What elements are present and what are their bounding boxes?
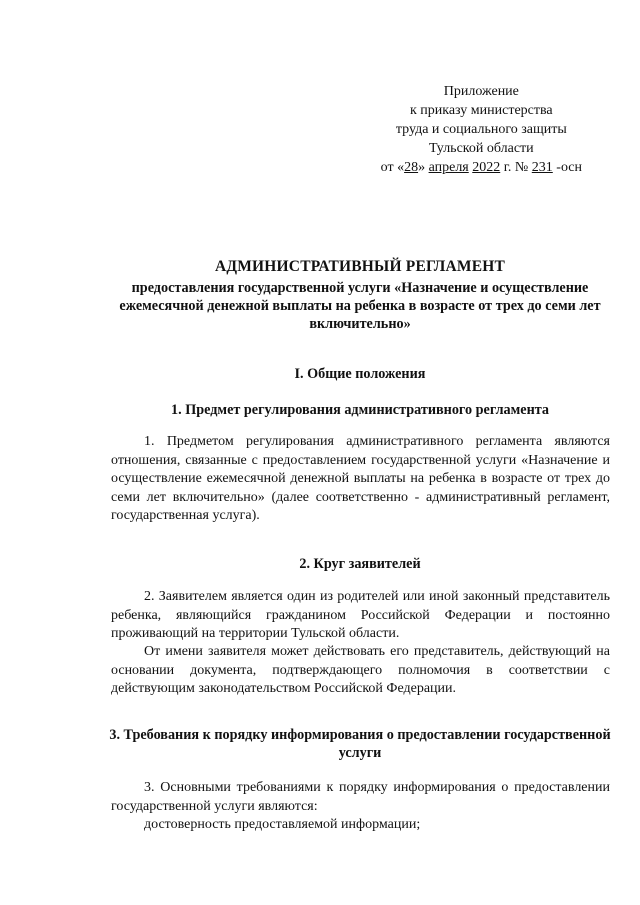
appendix-region: Тульской области (428, 141, 534, 156)
appendix-ministry: труда и социального защиты (395, 122, 567, 137)
paragraph-2: 2. Заявителем является один из родителей или иной законный представитель ребенка, являющийся гражданином Российской Федерации и постоянно проживающий на территории Тульской области. (111, 589, 610, 641)
document-title: АДМИНИСТРАТИВНЫЙ РЕГЛАМЕНТ (214, 258, 506, 275)
order-number: 231 (531, 160, 553, 175)
order-day: 28 (404, 160, 419, 175)
appendix-label: Приложение (443, 84, 519, 99)
heading-section-1: 1. Предмет регулирования административного регламента (171, 402, 549, 418)
order-prefix: от « (380, 160, 405, 175)
paragraph-3: 3. Основными требованиями к порядку информирования о предоставлении государственной услуги являются: (111, 780, 610, 814)
appendix-order-ref: к приказу министерства (409, 103, 553, 118)
paragraph-1: 1. Предметом регулирования административного регламента являются отношения, связанные с предоставлением государственной услуги «Назначение и осуществление ежемесячной денежной выплаты на ребенка в возрасте от трех до семи лет включительно» (далее соответственно - административный регламент, государственная услуга). (111, 434, 610, 523)
title-block (100, 257, 620, 333)
appendix-order-date (381, 158, 582, 177)
paragraph-2-representative: От имени заявителя может действовать его представитель, действующий на основании документа, подтверждающего полномочия в соответствии с действующим законодательством Российской Федерации. (111, 644, 610, 696)
order-year: 2022 (472, 160, 501, 175)
order-suffix: -осн (552, 160, 582, 175)
document-subtitle: предоставления государственной услуги «Назначение и осуществление ежемесячной денежной выплаты на ребенка в возрасте от трех до семи лет включительно» (119, 280, 601, 332)
appendix-block (381, 82, 582, 177)
heading-section-3: 3. Требования к порядку информирования о предоставлении государственной услуги (109, 727, 611, 761)
paragraph-3-reliability: достоверность предоставляемой информации; (144, 817, 421, 832)
order-month: апреля (428, 160, 469, 175)
order-mid: » (418, 160, 429, 175)
heading-section-2: 2. Круг заявителей (299, 556, 421, 572)
order-mid-2: г. № (500, 160, 532, 175)
heading-general-provisions: I. Общие положения (294, 366, 426, 382)
